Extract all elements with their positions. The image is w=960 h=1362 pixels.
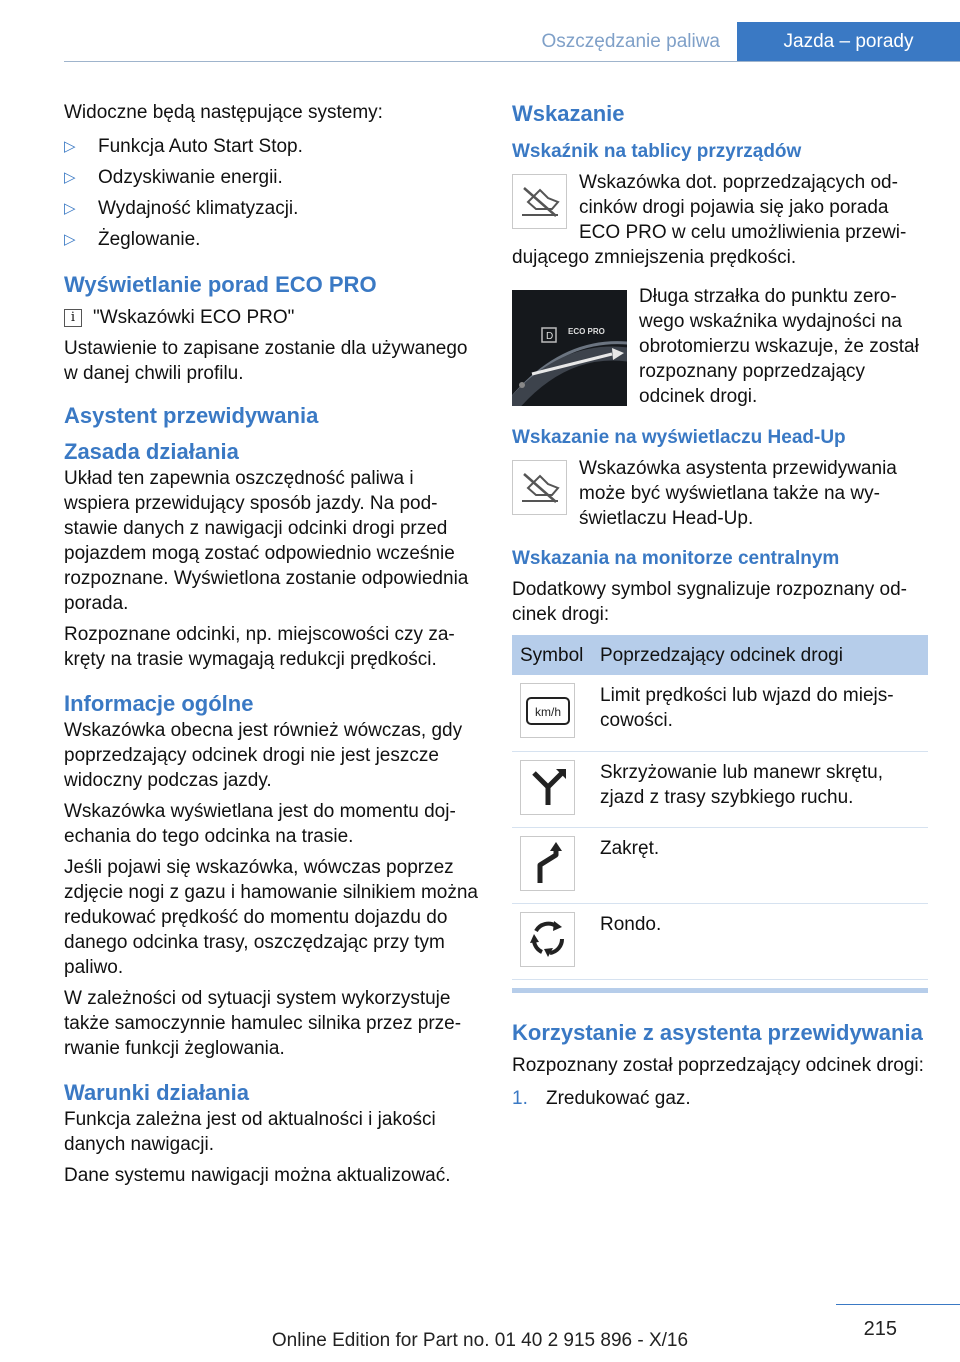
conditions-heading: Warunki działania — [64, 1080, 250, 1105]
general-paragraph: W zależności od sytuacji system wykorzystuje także samoczynnie hamulec silnika przez przerwanie funkcji żeglowania. — [64, 988, 462, 1059]
general-info-heading: Informacje ogólne — [64, 691, 254, 716]
triangle-bullet-icon: ▷ — [64, 138, 76, 155]
foot-off-gas-icon — [512, 174, 567, 229]
junction-icon — [520, 760, 575, 815]
cluster-tip-block — [512, 170, 928, 270]
svg-text:D: D — [546, 331, 554, 342]
systems-intro: Widoczne będą następujące systemy: — [64, 102, 383, 123]
cid-heading: Wskazania na monitorze centralnym — [512, 548, 840, 569]
edition-footer: Online Edition for Part no. 01 40 2 915 896 - X/16 — [271, 1330, 689, 1351]
instrument-cluster-image — [512, 290, 627, 406]
gauge-block — [512, 284, 928, 410]
table-cell: Zakręt. — [592, 827, 928, 903]
running-header-chapter: Jazda – porady — [737, 22, 960, 62]
systems-list — [64, 131, 482, 255]
conditions-paragraph: Funkcja zależna jest od aktualności i jakości danych nawigacji. — [64, 1109, 436, 1155]
list-item: ▷ Żeglowanie. — [64, 229, 201, 250]
display-heading: Wskazanie — [512, 101, 625, 126]
step-number: 1. — [512, 1087, 528, 1109]
list-item: ▷ Odzyskiwanie energii. — [64, 167, 283, 188]
eco-menu-path: i "Wskazówki ECO PRO" — [64, 305, 482, 330]
eco-tips-heading: Wyświetlanie porad ECO PRO — [64, 272, 377, 297]
column-header: Poprzedzający odcinek drogi — [592, 635, 928, 675]
table-cell: Rondo. — [592, 903, 928, 979]
general-paragraph: Wskazówka obecna jest również wówczas, gdy poprzedzający odcinek drogi nie jest jeszcze widoczny podczas jazdy. — [64, 720, 463, 791]
right-column — [512, 100, 928, 1111]
gauge-text: Długa strzałka do punktu zerowego wskaźnika wydajności na obrotomierzu wskazuje, że został rozpoznany poprzedzający odcinek drogi. — [639, 286, 919, 407]
table-cell: Limit prędkości lub wjazd do miejscowości. — [592, 675, 928, 751]
triangle-bullet-icon: ▷ — [64, 169, 76, 186]
column-header: Symbol — [512, 635, 592, 675]
assistant-heading: Asystent przewidywania — [64, 403, 319, 428]
menu-info-icon: i — [64, 309, 82, 327]
svg-text:ECO PRO: ECO PRO — [568, 327, 605, 336]
curve-icon — [520, 836, 575, 891]
speed-limit-icon — [520, 683, 575, 738]
conditions-paragraph: Dane systemu nawigacji można aktualizować. — [64, 1165, 451, 1186]
cluster-heading: Wskaźnik na tablicy przyrządów — [512, 141, 802, 162]
table-bottom-bar — [512, 988, 928, 993]
table-cell: Skrzyżowanie lub manewr skrętu, zjazd z trasy szybkiego ruchu. — [592, 751, 928, 827]
page-number: 215 — [863, 1318, 897, 1340]
table-row — [512, 675, 928, 751]
footer-divider — [836, 1304, 960, 1305]
hud-heading: Wskazanie na wyświetlaczu Head-Up — [512, 427, 846, 448]
principle-paragraph: Rozpoznane odcinki, np. miejscowości czy zakręty na trasie wymagają redukcji prędkości. — [64, 624, 455, 670]
foot-off-gas-icon — [512, 460, 567, 515]
table-row — [512, 827, 928, 903]
list-item: ▷ Wydajność klimatyzacji. — [64, 198, 299, 219]
cluster-tip-text: Wskazówka dot. poprzedzających odcinków drogi pojawia się jako porada ECO PRO w celu umożliwienia przewidującego zmniejszenia prędkości. — [512, 172, 907, 268]
triangle-bullet-icon: ▷ — [64, 231, 76, 248]
roundabout-icon — [520, 912, 575, 967]
header-divider — [64, 61, 960, 62]
steps-list — [512, 1086, 928, 1111]
left-column — [64, 100, 482, 1194]
table-header-row — [512, 635, 928, 675]
cid-text: Dodatkowy symbol sygnalizuje rozpoznany odcinek drogi: — [512, 579, 907, 625]
hud-block — [512, 456, 928, 531]
symbol-table — [512, 635, 928, 980]
table-row — [512, 903, 928, 979]
running-header-section: Oszczędzanie paliwa — [541, 31, 720, 52]
general-paragraph: Jeśli pojawi się wskazówka, wówczas poprzez zdjęcie nogi z gazu i hamowanie silnikiem można redukować prędkość do momentu dojazdu do danego odcinka trasy, oszczędzając przy tym paliwo. — [64, 857, 478, 978]
principle-paragraph: Układ ten zapewnia oszczędność paliwa i wspiera przewidujący sposób jazdy. Na podstawie danych z nawigacji odcinki drogi przed pojazdem mogą zostać odpowiednio wcześnie rozpoznane. Wyświetlona zostanie odpowiednia porada. — [64, 468, 469, 614]
hud-text: Wskazówka asystenta przewidywania może być wyświetlana także na wyświetlaczu Head-Up. — [579, 458, 897, 529]
general-paragraph: Wskazówka wyświetlana jest do momentu dojechania do tego odcinka na trasie. — [64, 801, 456, 847]
use-text: Rozpoznany został poprzedzający odcinek drogi: — [512, 1054, 924, 1076]
table-row — [512, 751, 928, 827]
principle-heading: Zasada działania — [64, 439, 239, 464]
svg-text:km/h: km/h — [534, 704, 561, 719]
use-heading: Korzystanie z asystenta przewidywania — [512, 1019, 923, 1045]
eco-tips-text: Ustawienie to zapisane zostanie dla używanego w danej chwili profilu. — [64, 338, 468, 384]
list-item — [512, 1086, 928, 1111]
triangle-bullet-icon: ▷ — [64, 200, 76, 217]
step-text: Zredukować gaz. — [546, 1087, 691, 1109]
list-item: ▷ Funkcja Auto Start Stop. — [64, 136, 303, 157]
